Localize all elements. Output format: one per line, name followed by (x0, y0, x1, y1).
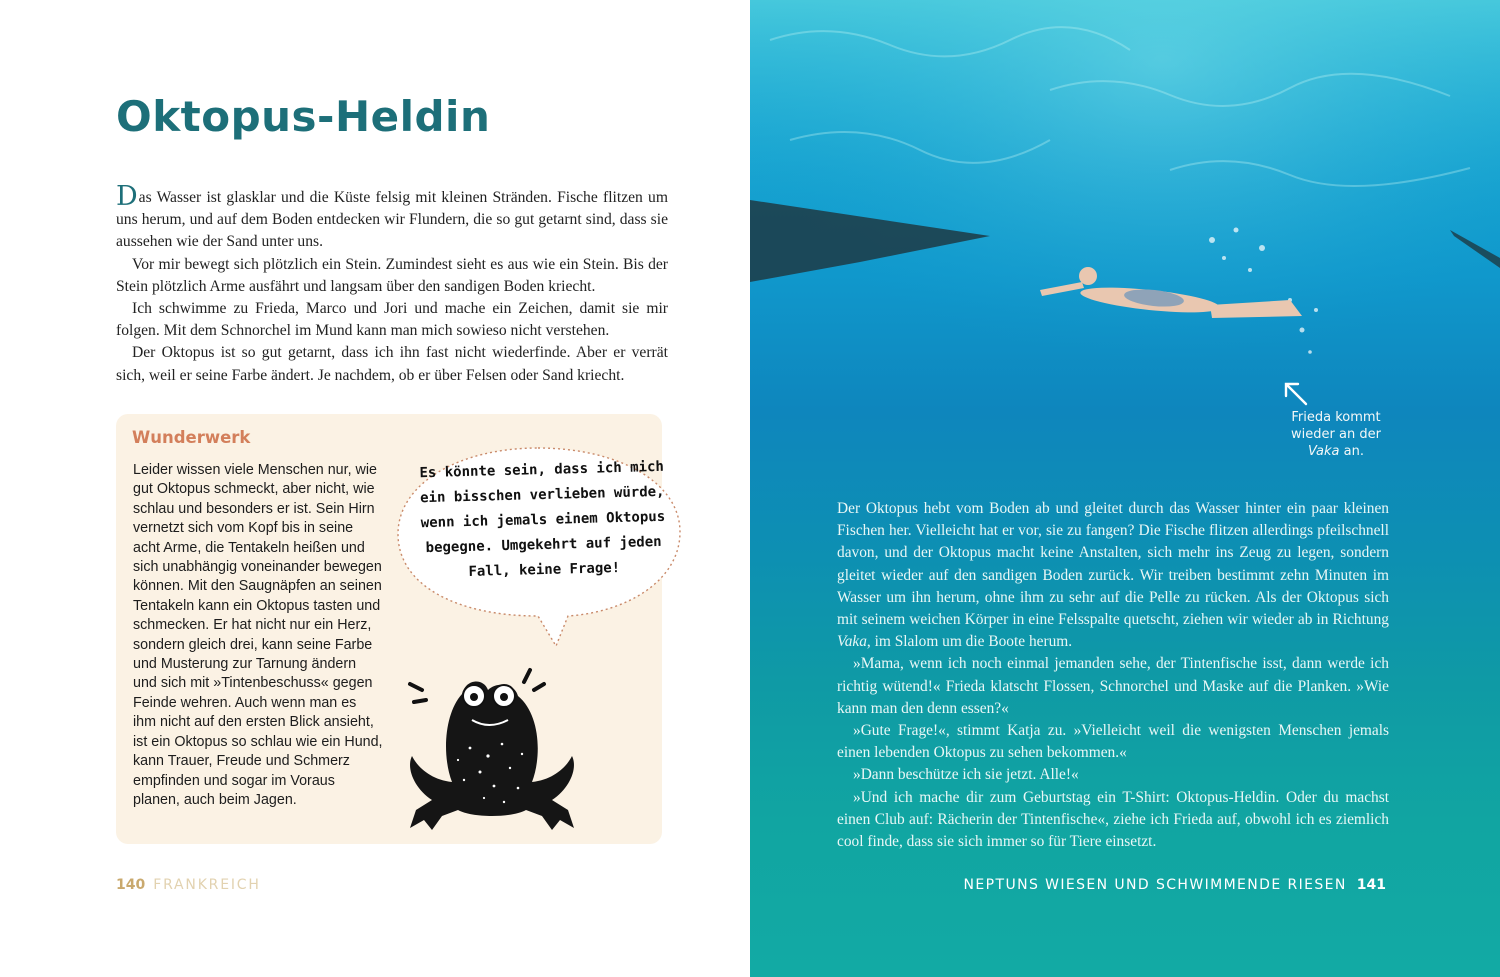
right-page-number: 141 (1356, 877, 1386, 893)
right-running-head: NEPTUNS WIESEN UND SCHWIMMENDE RIESEN (963, 877, 1347, 893)
right-page-footer (964, 877, 1386, 893)
story-paragraph-3: »Gute Frage!«, stimmt Katja zu. »Vielleicht weil die wenigsten Menschen jemals einen lebenden Oktopus zu sehen bekommen.« (837, 722, 1389, 762)
left-page-number: 140 (116, 877, 146, 893)
left-page-footer (116, 877, 261, 893)
drop-cap: D (116, 181, 138, 212)
intro-text (116, 181, 668, 387)
left-running-head: FRANKREICH (153, 877, 261, 893)
intro-paragraph-4: Der Oktopus ist so gut getarnt, dass ich ihn fast nicht wiederfinde. Aber er verrät sich, weil er seine Farbe ändert. Je nachdem, ob er über Felsen oder Sand kriecht. (116, 344, 668, 384)
frog-illustration-icon (392, 660, 592, 838)
info-box (116, 414, 666, 844)
story-paragraph-1: Der Oktopus hebt vom Boden ab und gleitet durch das Wasser hinter ein paar kleinen Fischen her. Vielleicht hat er vor, sie zu fangen? Die Fische flitzen allerdings pfeilschnell davon, und der Oktopus macht keine Anstalten, sich mehr ins Zeug zu legen, sondern gleitet wieder auf den sandigen Boden zurück. Wir treiben bestimmt zehn Minuten im Wasser um ihn herum, ohne ihm zu sehr auf die Pelle zu rücken. Als der Oktopus sich mit seinem weichen Körper in eine Felsspalte quetscht, ziehen wir wieder ab in Richtung Vaka, im Slalom um die Boote herum. (837, 500, 1389, 651)
speech-bubble-text: Es könnte sein, dass ich mich ein bisschen verlieben würde, wenn ich jemals einem Oktopus begegne. Umgekehrt auf jeden Fall, keine Frage! (419, 458, 666, 580)
right-page (750, 0, 1500, 977)
photo-caption: Frieda kommt wieder an der Vaka an. (1291, 410, 1381, 459)
caption-arrow-icon (1280, 378, 1310, 408)
story-text (837, 498, 1389, 853)
story-paragraph-2: »Mama, wenn ich noch einmal jemanden sehe, der Tintenfische isst, dann werde ich richtig wütend!« Frieda klatscht Flossen, Schnorchel und Maske auf die Planken. »Wie kann man den denn essen?« (837, 655, 1389, 717)
intro-paragraph-3: Ich schwimme zu Frieda, Marco und Jori und mache ein Zeichen, damit sie mir folgen. Mit dem Schnorchel im Mund kann man mich sowieso nicht verstehen. (116, 300, 668, 340)
info-box-heading: Wunderwerk (132, 428, 251, 447)
info-box-body: Leider wissen viele Menschen nur, wie gut Oktopus schmeckt, aber nicht, wie schlau und besonders er ist. Sein Hirn vernetzt sich vom Kopf bis in seine acht Arme, die Tentakeln heißen und sich unabhängig voneinander bewegen können. Mit den Saugnäpfen an seinen Tentakeln kann ein Oktopus tasten und schmecken. Er hat nicht nur ein Herz, sondern gleich drei, kann seine Farbe und Musterung zur Tarnung ändern und sich mit »Tintenbeschuss« gegen Feinde wehren. Auch wenn man es ihm nicht auf den ersten Blick ansieht, ist ein Oktopus so schlau wie ein Hund, kann Trauer, Freude und Schmerz empfinden und sogar im Voraus planen, auch beim Jagen. (133, 462, 383, 808)
intro-paragraph-1: Das Wasser ist glasklar und die Küste felsig mit kleinen Stränden. Fische flitzen um uns herum, und auf dem Boden entdecken wir Flundern, die so gut getarnt sind, dass sie aussehen wie der Sand unter uns. (116, 181, 668, 251)
intro-paragraph-2: Vor mir bewegt sich plötzlich ein Stein. Zumindest sieht es aus wie ein Stein. Bis der Stein plötzlich Arme ausfährt und langsam über den sandigen Boden kriecht. (116, 255, 668, 295)
story-paragraph-4: »Dann beschütze ich sie jetzt. Alle!« (853, 766, 1079, 784)
chapter-title: Oktopus-Heldin (116, 92, 491, 141)
story-paragraph-5: »Und ich mache dir zum Geburtstag ein T-Shirt: Oktopus-Heldin. Oder du machst einen Club auf: Rächerin der Tintenfische«, ziehe ich Frieda auf, obwohl ich es ziemlich cool finde, dass sie sich immer so für Tiere einsetzt. (837, 788, 1389, 851)
